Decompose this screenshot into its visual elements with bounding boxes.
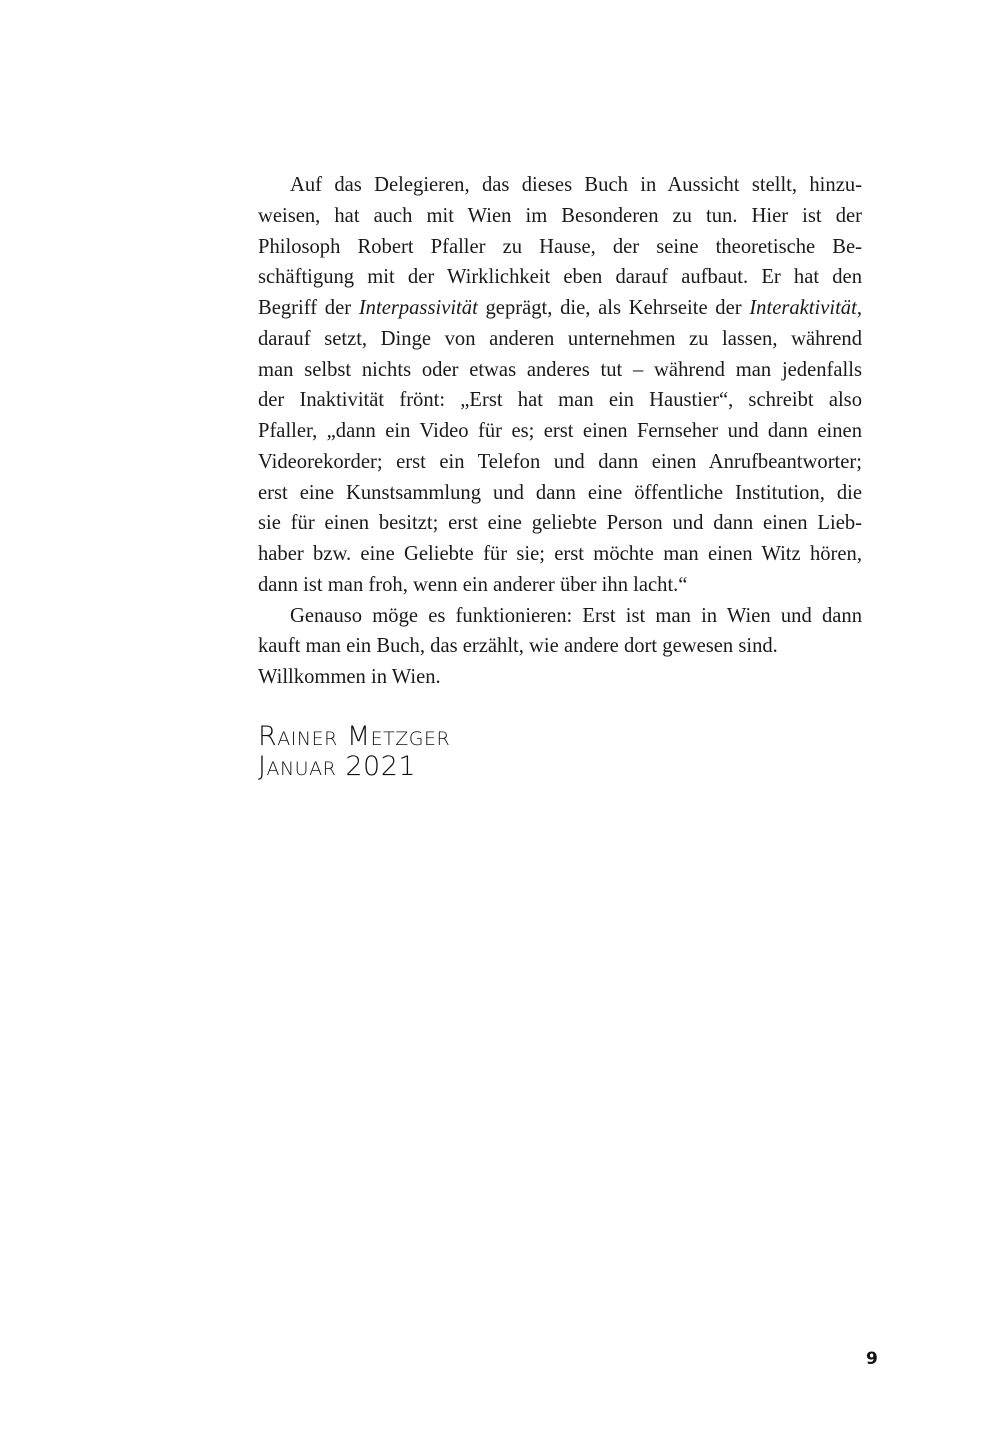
text-line: Genauso möge es funktionieren: Erst ist man in Wien und dann (290, 604, 862, 627)
text-line: Philosoph Robert Pfaller zu Hause, der seine theoretische Be- (258, 235, 862, 258)
signature-date: Januar 2021 (258, 751, 417, 782)
text-line: sie für einen besitzt; erst eine geliebte Person und dann einen Lieb- (258, 512, 862, 535)
text-line: weisen, hat auch mit Wien im Besonderen zu tun. Hier ist der (258, 204, 862, 227)
text-line: man selbst nichts oder etwas anderes tut – während man jedenfalls (258, 358, 862, 381)
text-line: Auf das Delegieren, das dieses Buch in Aussicht stellt, hinzu- (290, 174, 862, 196)
text-line-with-italics (258, 293, 862, 324)
page-number: 9 (866, 1349, 878, 1369)
text-line: der Inaktivität frönt: „Erst hat man ein Haustier“, schreibt also (258, 389, 862, 412)
text-line: dann ist man froh, wenn ein anderer über ihn lacht.“ (258, 573, 688, 596)
text-line: darauf setzt, Dinge von anderen unternehmen zu lassen, während (258, 327, 862, 350)
text-line: Pfaller, „dann ein Video für es; erst einen Fernseher und dann einen (258, 420, 862, 442)
text-line: erst eine Kunstsammlung und dann eine öffentliche Institution, die (258, 481, 862, 504)
signature-block (258, 722, 450, 782)
text-line: schäftigung mit der Wirklichkeit eben darauf aufbaut. Er hat den (258, 266, 862, 289)
text-run: geprägt, die, als Kehrseite der (477, 297, 750, 319)
body-text (258, 170, 862, 693)
author-name: Rainer Metzger (258, 721, 451, 752)
text-line: Willkommen in Wien. (258, 666, 441, 688)
text-line: Videorekorder; erst ein Telefon und dann einen Anrufbeantworter; (258, 450, 862, 473)
text-line: kauft man ein Buch, das erzählt, wie andere dort gewesen sind. (258, 635, 778, 658)
text-run: Begriff der (258, 297, 359, 319)
text-line: haber bzw. eine Geliebte für sie; erst möchte man einen Witz hören, (258, 543, 862, 565)
text-run: , (856, 297, 862, 319)
italic-term-interaktivitaet: Interaktivität (749, 297, 857, 319)
italic-term-interpassivitaet: Interpassivität (358, 297, 478, 319)
